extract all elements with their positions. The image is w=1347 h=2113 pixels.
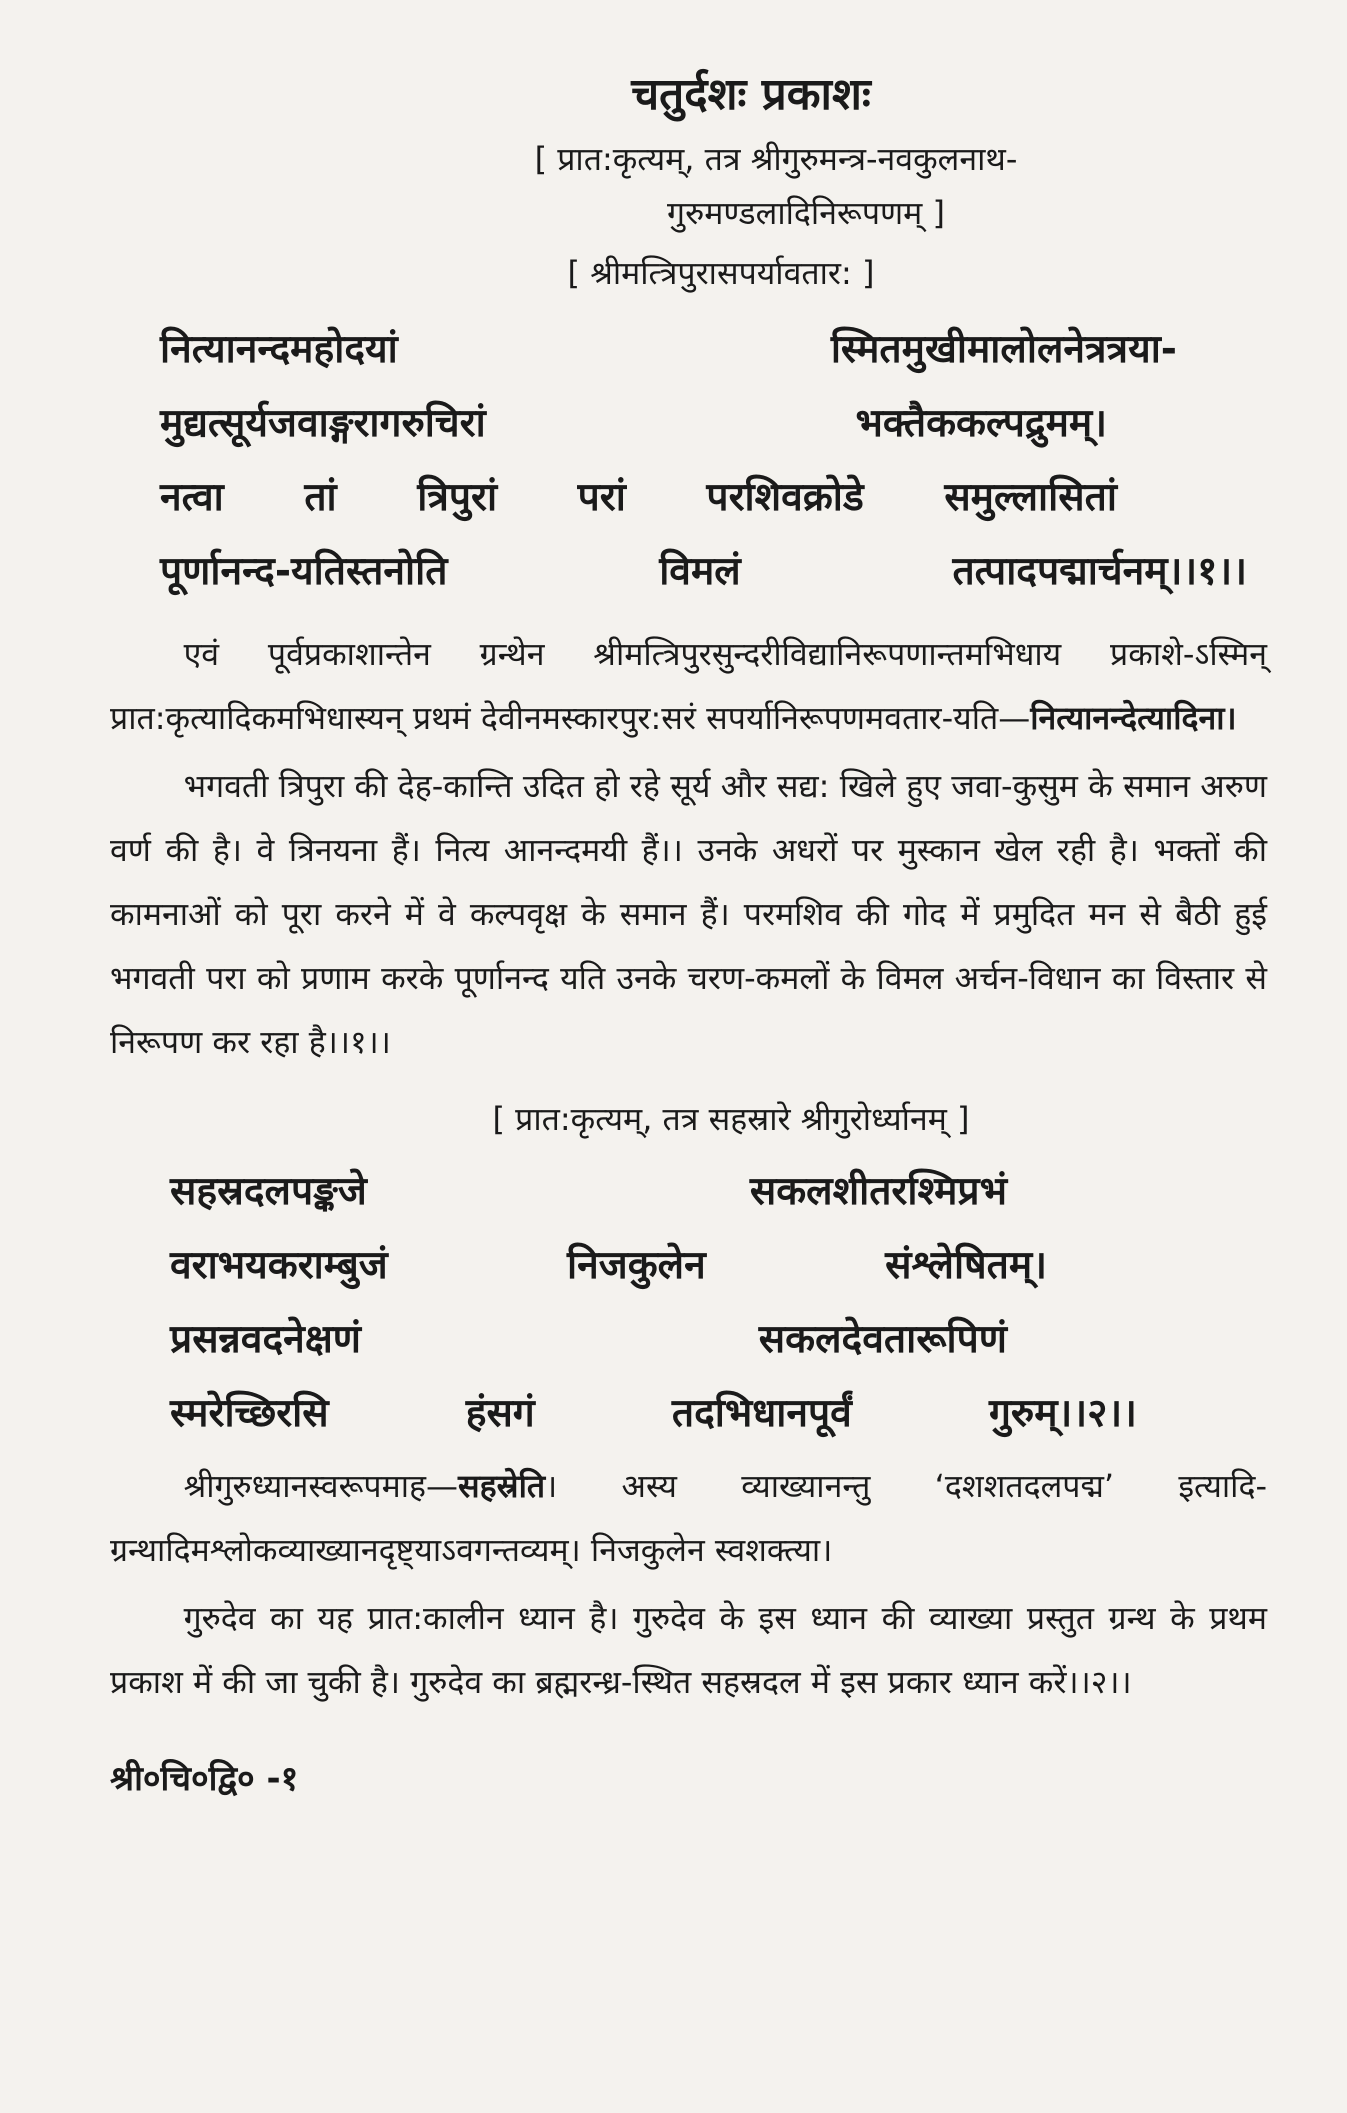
verse-word: विमलं <box>659 548 741 594</box>
chapter-title: चतुर्दशः प्रकाशः <box>631 69 871 120</box>
verse-word: सकलदेवतारूपिणं <box>758 1316 1007 1362</box>
verse-1-line-3 <box>135 458 1267 532</box>
verse-word: गुरुम्।।२।। <box>988 1390 1137 1436</box>
commentary-text: । अस्य व्याख्यानन्तु ‘दशशतदलपद्म’ इत्यादि-ग्रन्थादिमश्लोकव्याख्यानदृष्ट्याऽवगन्तव्यम्। निजकुलेन स्वशक्त्या। <box>110 1467 1267 1569</box>
section-heading-1-line2: गुरुमण्डलादिनिरूपणम् ] <box>667 194 945 232</box>
verse-word: समुल्लासितां <box>944 474 1117 520</box>
sanskrit-commentary-2 <box>110 1454 1267 1582</box>
section-heading-2: [ श्रीमत्त्रिपुरासपर्यावतार: ] <box>567 254 875 292</box>
verse-2-line-4 <box>135 1374 1267 1448</box>
verse-word: वराभयकराम्बुजं <box>170 1242 388 1288</box>
verse-word: पूर्णानन्द-यतिस्तनोति <box>160 548 448 594</box>
verse-word: नित्यानन्दमहोदयां <box>160 326 398 372</box>
verse-word: संश्लेषितम्। <box>885 1242 1047 1288</box>
verse-1 <box>135 310 1267 606</box>
verse-word: सकलशीतरश्मिप्रभं <box>749 1168 1007 1214</box>
hindi-commentary-2 <box>110 1586 1267 1714</box>
sanskrit-commentary-1 <box>110 622 1267 750</box>
verse-word: निजकुलेन <box>567 1242 706 1288</box>
verse-word: मुद्यत्सूर्यजवाङ्गरागरुचिरां <box>160 400 486 446</box>
commentary-text: श्रीगुरुध्यानस्वरूपमाह— <box>183 1467 459 1505</box>
verse-word: सहस्रदलपङ्कजे <box>170 1168 367 1214</box>
verse-2-line-1 <box>135 1152 1267 1226</box>
commentary-bold: नित्यानन्देत्यादिना। <box>1030 699 1237 737</box>
verse-word: त्रिपुरां <box>417 474 498 520</box>
verse-2 <box>135 1152 1267 1448</box>
hindi-text-1: भगवती त्रिपुरा की देह-कान्ति उदित हो रहे सूर्य और सद्य: खिले हुए जवा-कुसुम के समान अरुण वर्ण की है। वे त्रिनयना हैं। नित्य आनन्दमयी हैं।। उनके अधरों पर मुस्कान खेल रही है। भक्तों की कामनाओं को पूरा करने में वे कल्पवृक्ष के समान हैं। परमशिव की गोद में प्रमुदित मन से बैठी हुई भगवती परा को प्रणाम करके पूर्णानन्द यति उनके चरण-कमलों के विमल अर्चन-विधान का विस्तार से निरूपण कर रहा है।।१।। <box>110 767 1267 1061</box>
verse-2-line-2 <box>135 1226 1267 1300</box>
commentary-text: एवं पूर्वप्रकाशान्तेन ग्रन्थेन श्रीमत्त्रिपुरसुन्दरीविद्यानिरूपणान्तमभिधाय प्रकाशे-ऽस्मिन् प्रात:कृत्यादिकमभिधास्यन् प्रथमं देवीनमस्कारपुर:सरं सपर्यानिरूपणमवतार-यति— <box>110 635 1267 737</box>
verse-word: तदभिधानपूर्वं <box>671 1390 852 1436</box>
page-footer-signature: श्री०चि०द्वि० -१ <box>110 1759 299 1799</box>
verse-word: हंसगं <box>465 1390 535 1436</box>
verse-word: तां <box>304 474 337 520</box>
section-heading-1-line1: [ प्रात:कृत्यम्, तत्र श्रीगुरुमन्त्र-नवकुलनाथ- <box>534 140 1018 178</box>
verse-word: भक्तैककल्पद्रुमम्। <box>855 400 1107 446</box>
verse-word: स्मरेच्छिरसि <box>170 1390 329 1436</box>
section-heading-3: [ प्रात:कृत्यम्, तत्र सहस्रारे श्रीगुरोर्ध्यानम् ] <box>492 1100 970 1138</box>
verse-1-line-2 <box>135 384 1267 458</box>
hindi-text-2: गुरुदेव का यह प्रात:कालीन ध्यान है। गुरुदेव के इस ध्यान की व्याख्या प्रस्तुत ग्रन्थ के प्रथम प्रकाश में की जा चुकी है। गुरुदेव का ब्रह्मरन्ध्र-स्थित सहस्रदल में इस प्रकार ध्यान करें।।२।। <box>110 1599 1267 1701</box>
verse-1-line-4 <box>135 532 1267 606</box>
verse-word: नत्वा <box>160 474 224 520</box>
section-heading-1 <box>135 132 1267 240</box>
verse-word: प्रसन्नवदनेक्षणं <box>170 1316 361 1362</box>
verse-word: स्मितमुखीमालोलनेत्रत्रया- <box>830 326 1177 372</box>
commentary-bold: सहस्रेति <box>458 1467 546 1505</box>
verse-1-line-1 <box>135 310 1267 384</box>
verse-word: तत्पादपद्मार्चनम्।।१।। <box>952 548 1247 594</box>
verse-word: परां <box>577 474 626 520</box>
verse-word: परशिवक्रोडे <box>706 474 864 520</box>
verse-2-line-3 <box>135 1300 1267 1374</box>
hindi-commentary-1 <box>110 754 1267 1074</box>
